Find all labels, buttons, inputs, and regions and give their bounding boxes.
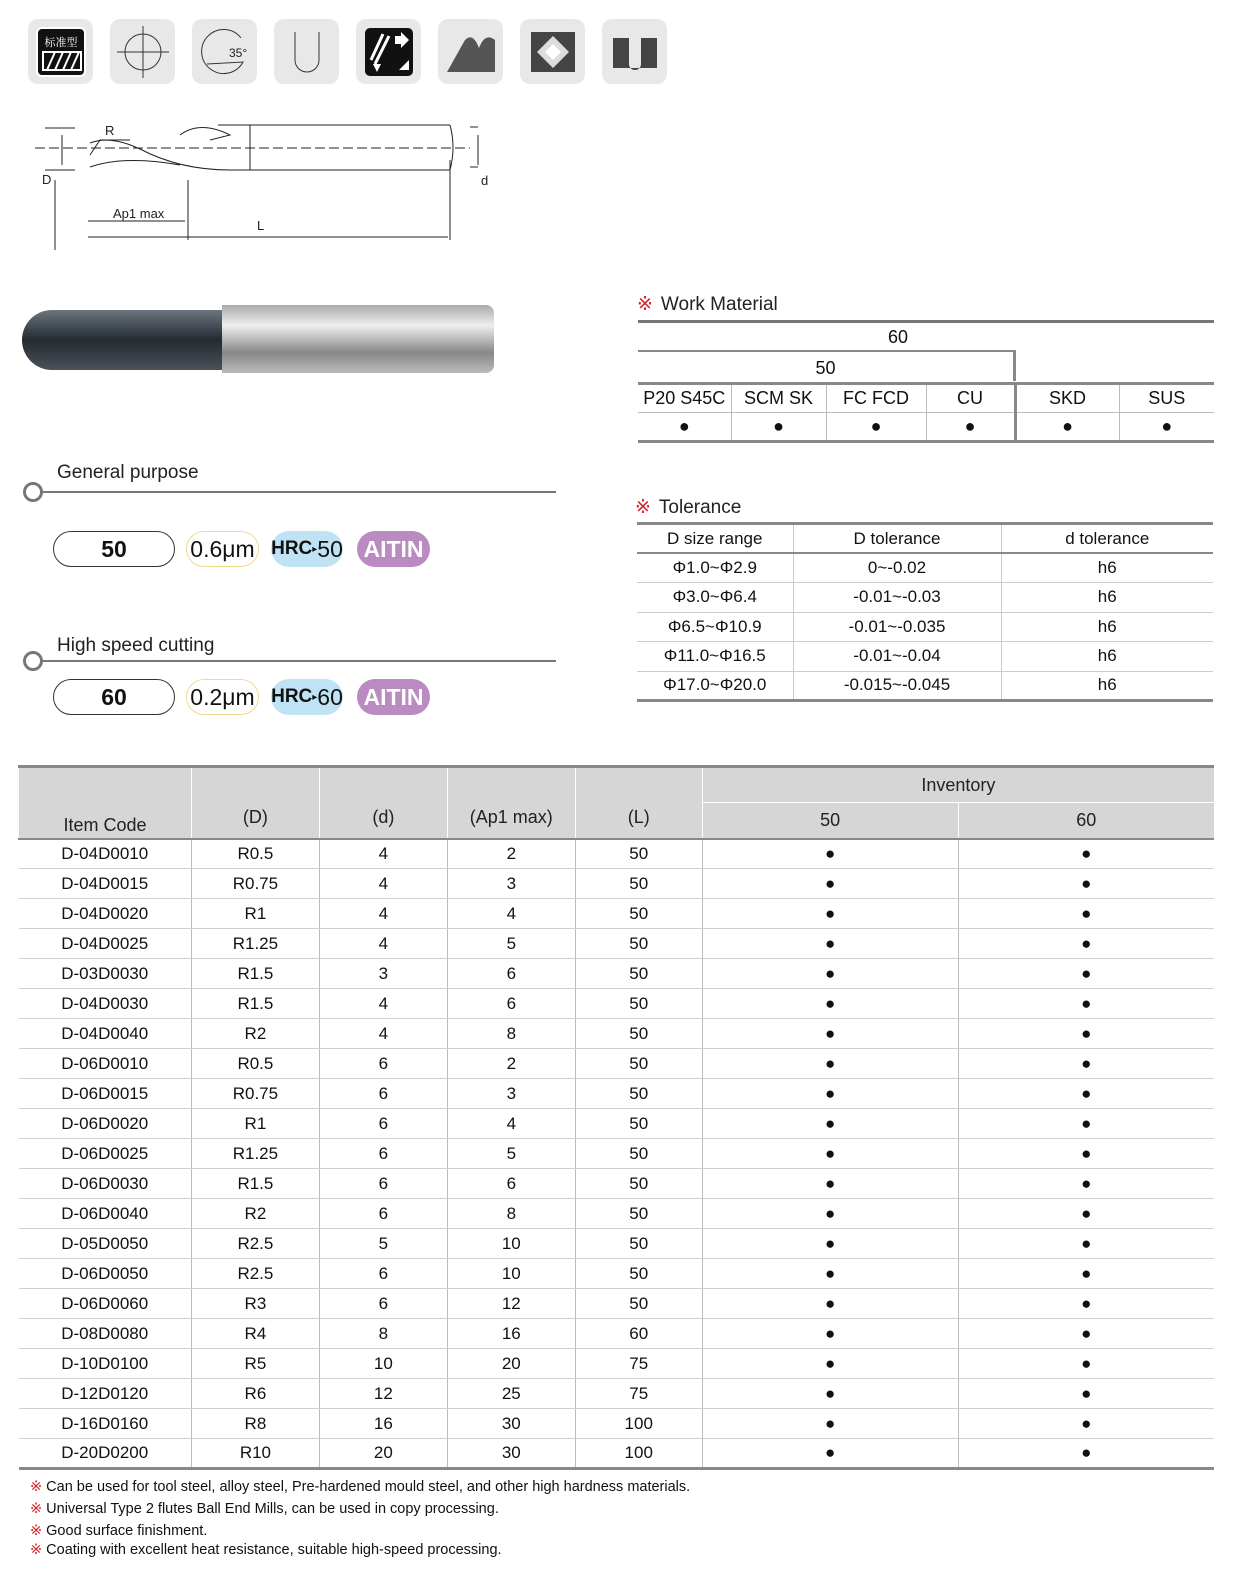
hrc-badge: HRC ▸ 50: [271, 531, 343, 567]
table-row: [19, 1169, 1215, 1199]
table-cell: 4: [319, 839, 447, 869]
table-cell: 6: [319, 1169, 447, 1199]
table-cell: R0.5: [191, 1049, 319, 1079]
table-cell: 8: [319, 1319, 447, 1349]
hrc-value: 60: [317, 683, 343, 710]
tolerance-cell: Φ11.0~Φ16.5: [637, 642, 793, 672]
stock-mark: ●: [958, 1439, 1214, 1469]
note-item: [30, 1542, 502, 1558]
tolerance-title: [635, 496, 741, 519]
stock-mark: ●: [702, 1169, 958, 1199]
table-cell: R2: [191, 1019, 319, 1049]
tolerance-row: [637, 612, 1213, 642]
table-cell: D-06D0030: [19, 1169, 192, 1199]
tolerance-cell: h6: [1001, 612, 1213, 642]
table-row: [19, 1049, 1215, 1079]
roughness-pill: 0.2μm: [186, 679, 259, 715]
table-cell: 4: [447, 899, 575, 929]
group-50-label: 50: [638, 350, 1016, 381]
stock-mark: ●: [702, 899, 958, 929]
stock-mark: ●: [958, 1229, 1214, 1259]
table-cell: D-04D0030: [19, 989, 192, 1019]
stock-mark: ●: [958, 1139, 1214, 1169]
table-cell: D-04D0010: [19, 839, 192, 869]
note-item: [30, 1501, 499, 1517]
tolerance-cell: h6: [1001, 553, 1213, 583]
stock-mark: ●: [702, 989, 958, 1019]
hardness-pill: 60: [53, 679, 175, 715]
tolerance-cell: -0.01~-0.04: [793, 642, 1001, 672]
table-cell: 50: [575, 1259, 702, 1289]
table-row: [19, 1289, 1215, 1319]
table-cell: R1: [191, 899, 319, 929]
table-cell: 50: [575, 869, 702, 899]
table-cell: 100: [575, 1409, 702, 1439]
suitability-mark: ●: [678, 416, 690, 436]
table-cell: 50: [575, 1079, 702, 1109]
tolerance-cell: -0.01~-0.035: [793, 612, 1001, 642]
stock-mark: ●: [958, 869, 1214, 899]
table-cell: 12: [319, 1379, 447, 1409]
end-mill-photo: [22, 305, 494, 375]
table-cell: 3: [319, 959, 447, 989]
reference-mark-icon: ※: [30, 1523, 43, 1539]
stock-mark: ●: [702, 869, 958, 899]
table-cell: 30: [447, 1439, 575, 1469]
material-column-header: CU: [926, 384, 1015, 413]
table-cell: 20: [319, 1439, 447, 1469]
table-cell: D-16D0160: [19, 1409, 192, 1439]
two-flute-icon: [110, 19, 175, 84]
stock-mark: ●: [702, 839, 958, 869]
table-cell: 8: [447, 1019, 575, 1049]
stock-mark: ●: [702, 1079, 958, 1109]
table-row: [19, 869, 1215, 899]
table-cell: 6: [447, 959, 575, 989]
table-row: [19, 839, 1215, 869]
tolerance-table: [637, 522, 1213, 702]
table-cell: R2.5: [191, 1229, 319, 1259]
table-cell: 6: [319, 1199, 447, 1229]
table-cell: D-04D0020: [19, 899, 192, 929]
stock-mark: ●: [702, 1289, 958, 1319]
tolerance-cell: h6: [1001, 671, 1213, 701]
table-cell: D-06D0020: [19, 1109, 192, 1139]
multi-direction-icon: [356, 19, 421, 84]
table-cell: 6: [319, 1079, 447, 1109]
tolerance-column-header: D size range: [637, 524, 793, 554]
table-cell: 4: [319, 1019, 447, 1049]
tolerance-row: [637, 642, 1213, 672]
stock-mark: ●: [958, 1079, 1214, 1109]
stock-mark: ●: [958, 839, 1214, 869]
table-cell: R4: [191, 1319, 319, 1349]
tolerance-cell: Φ1.0~Φ2.9: [637, 553, 793, 583]
suitability-mark: ●: [1119, 413, 1214, 442]
table-cell: 3: [447, 1079, 575, 1109]
table-cell: 50: [575, 1049, 702, 1079]
reference-mark-icon: ※: [30, 1501, 43, 1517]
work-material-table: [638, 382, 1214, 443]
hrc-value: 50: [317, 535, 343, 562]
ball-nose-icon: [274, 19, 339, 84]
tolerance-cell: h6: [1001, 583, 1213, 613]
table-cell: 2: [447, 1049, 575, 1079]
table-cell: R2.5: [191, 1259, 319, 1289]
tolerance-column-header: d tolerance: [1001, 524, 1213, 554]
product-table: [18, 765, 1214, 1470]
table-cell: 2: [447, 839, 575, 869]
suitability-mark: ●: [731, 413, 826, 442]
table-cell: 50: [575, 1199, 702, 1229]
stock-mark: ●: [958, 1169, 1214, 1199]
table-row: [19, 1199, 1215, 1229]
table-cell: 4: [319, 929, 447, 959]
table-cell: 6: [319, 1289, 447, 1319]
stock-mark: ●: [702, 1409, 958, 1439]
high-speed-title: High speed cutting: [57, 635, 215, 656]
tolerance-cell: h6: [1001, 642, 1213, 672]
table-cell: 4: [319, 899, 447, 929]
hardness-pill: 50: [53, 531, 175, 567]
table-cell: 50: [575, 1109, 702, 1139]
material-column-header: SCM SK: [731, 384, 826, 413]
table-cell: 16: [447, 1319, 575, 1349]
stock-mark: ●: [702, 1319, 958, 1349]
stock-mark: ●: [958, 1199, 1214, 1229]
table-cell: 6: [447, 1169, 575, 1199]
table-cell: D-06D0010: [19, 1049, 192, 1079]
table-cell: 75: [575, 1349, 702, 1379]
table-cell: 50: [575, 1139, 702, 1169]
circle-marker-icon: [23, 651, 43, 671]
table-cell: R0.75: [191, 1079, 319, 1109]
reference-mark-icon: ※: [30, 1479, 43, 1495]
stock-mark: ●: [702, 929, 958, 959]
table-cell: R1.5: [191, 989, 319, 1019]
stock-mark: ●: [702, 1049, 958, 1079]
table-cell: 6: [319, 1139, 447, 1169]
table-row: [19, 1109, 1215, 1139]
table-cell: 3: [447, 869, 575, 899]
tolerance-column-header: D tolerance: [793, 524, 1001, 554]
length-label: L: [257, 218, 265, 233]
stock-mark: ●: [958, 1109, 1214, 1139]
stock-mark: ●: [958, 929, 1214, 959]
note-item: [30, 1523, 207, 1539]
table-cell: 50: [575, 1169, 702, 1199]
table-cell: R1: [191, 1109, 319, 1139]
stock-mark: ●: [958, 1259, 1214, 1289]
material-column-header: SKD: [1015, 384, 1119, 413]
table-row: [19, 899, 1215, 929]
table-row: [19, 1439, 1215, 1469]
table-cell: 4: [447, 1109, 575, 1139]
table-row: [19, 989, 1215, 1019]
table-cell: 10: [447, 1259, 575, 1289]
table-cell: 16: [319, 1409, 447, 1439]
table-cell: R1.5: [191, 1169, 319, 1199]
stock-mark: ●: [702, 1019, 958, 1049]
table-cell: D-06D0050: [19, 1259, 192, 1289]
group-60-label: 60: [887, 327, 909, 347]
suitability-mark: ●: [826, 413, 926, 442]
reference-mark-icon: ※: [637, 294, 653, 315]
reference-mark-icon: ※: [635, 497, 651, 518]
tolerance-cell: 0~-0.02: [793, 553, 1001, 583]
table-cell: 25: [447, 1379, 575, 1409]
stock-mark: ●: [958, 1019, 1214, 1049]
table-cell: 5: [447, 929, 575, 959]
work-material-label: Work Material: [660, 294, 778, 315]
standard-type-icon: [28, 19, 93, 84]
table-cell: 20: [447, 1349, 575, 1379]
hrc-label: HRC: [271, 686, 313, 707]
table-cell: D-06D0025: [19, 1139, 192, 1169]
material-marks-row: [638, 413, 1214, 442]
table-cell: 4: [319, 869, 447, 899]
table-cell: 50: [575, 1289, 702, 1319]
table-cell: 6: [447, 989, 575, 1019]
table-cell: 50: [575, 839, 702, 869]
stock-mark: ●: [958, 1409, 1214, 1439]
material-header-row: [638, 384, 1214, 413]
tolerance-label: Tolerance: [658, 497, 742, 518]
note-text: Universal Type 2 flutes Ball End Mills, can be used in copy processing.: [46, 1501, 499, 1517]
stock-mark: ●: [702, 959, 958, 989]
table-cell: 50: [575, 959, 702, 989]
suitability-mark: ●: [926, 413, 1015, 442]
standard-type-label: 标准型: [44, 35, 77, 49]
stock-mark: ●: [958, 1379, 1214, 1409]
table-cell: R0.75: [191, 869, 319, 899]
table-cell: 6: [319, 1109, 447, 1139]
tolerance-header-row: [637, 524, 1213, 554]
stock-mark: ●: [958, 989, 1214, 1019]
table-cell: 5: [447, 1139, 575, 1169]
hrc-badge: HRC ▸ 60: [271, 679, 343, 715]
table-row: [19, 1349, 1215, 1379]
general-purpose-title: General purpose: [57, 462, 199, 483]
stock-mark: ●: [702, 1259, 958, 1289]
table-cell: R3: [191, 1289, 319, 1319]
table-cell: R5: [191, 1349, 319, 1379]
table-cell: D-06D0040: [19, 1199, 192, 1229]
stock-mark: ●: [702, 1139, 958, 1169]
table-cell: 4: [319, 989, 447, 1019]
table-cell: D-05D0050: [19, 1229, 192, 1259]
table-cell: R10: [191, 1439, 319, 1469]
table-cell: 50: [575, 1019, 702, 1049]
table-cell: R1.25: [191, 929, 319, 959]
material-column-header: P20 S45C: [638, 384, 731, 413]
inventory-column-header: 60: [958, 803, 1214, 839]
stock-mark: ●: [958, 1319, 1214, 1349]
column-header: Item Code: [19, 767, 192, 839]
material-column-header: FC FCD: [826, 384, 926, 413]
inventory-column-header: 50: [702, 803, 958, 839]
stock-mark: ●: [702, 1379, 958, 1409]
table-row: [19, 1019, 1215, 1049]
helix-35-icon: [192, 19, 257, 84]
table-cell: D-03D0030: [19, 959, 192, 989]
coating-badge: AITIN: [357, 531, 430, 567]
hrc-label: HRC: [271, 538, 313, 559]
stock-mark: ●: [958, 1349, 1214, 1379]
diamond-pocket-icon: [520, 19, 585, 84]
table-cell: 50: [575, 929, 702, 959]
tolerance-cell: Φ17.0~Φ20.0: [637, 671, 793, 701]
stock-mark: ●: [958, 1049, 1214, 1079]
note-text: Can be used for tool steel, alloy steel, Pre-hardened mould steel, and other high hardness materials.: [46, 1479, 691, 1495]
table-cell: 10: [447, 1229, 575, 1259]
roughness-pill: 0.6μm: [186, 531, 259, 567]
table-cell: D-12D0120: [19, 1379, 192, 1409]
table-cell: 5: [319, 1229, 447, 1259]
table-cell: 6: [319, 1259, 447, 1289]
table-row: [19, 1319, 1215, 1349]
column-header: (Ap1 max): [447, 767, 575, 839]
stock-mark: ●: [702, 1439, 958, 1469]
table-cell: 6: [319, 1049, 447, 1079]
inventory-header: Inventory: [702, 767, 1214, 803]
note-text: Coating with excellent heat resistance, suitable high-speed processing.: [46, 1542, 502, 1558]
table-cell: 50: [575, 989, 702, 1019]
table-cell: D-08D0080: [19, 1319, 192, 1349]
tolerance-cell: Φ3.0~Φ6.4: [637, 583, 793, 613]
note-item: [30, 1479, 690, 1495]
table-row: [19, 929, 1215, 959]
table-cell: 75: [575, 1379, 702, 1409]
table-cell: R0.5: [191, 839, 319, 869]
table-cell: R2: [191, 1199, 319, 1229]
helix-angle-label: 35°: [228, 45, 247, 60]
tolerance-cell: -0.01~-0.03: [793, 583, 1001, 613]
table-cell: D-10D0100: [19, 1349, 192, 1379]
table-cell: D-04D0025: [19, 929, 192, 959]
end-mill-drawing: [30, 115, 500, 255]
table-cell: R1.25: [191, 1139, 319, 1169]
stock-mark: ●: [958, 899, 1214, 929]
table-cell: R1.5: [191, 959, 319, 989]
material-column-header: SUS: [1119, 384, 1214, 413]
reference-mark-icon: ※: [30, 1542, 43, 1558]
table-cell: D-04D0015: [19, 869, 192, 899]
column-header: (L): [575, 767, 702, 839]
table-row: [19, 959, 1215, 989]
table-row: [19, 1259, 1215, 1289]
table-row: [19, 1379, 1215, 1409]
tolerance-row: [637, 671, 1213, 701]
stock-mark: ●: [702, 1229, 958, 1259]
contour-surface-icon: [438, 19, 503, 84]
stock-mark: ●: [702, 1349, 958, 1379]
table-cell: 50: [575, 899, 702, 929]
stock-mark: ●: [702, 1109, 958, 1139]
column-header: (D): [191, 767, 319, 839]
table-cell: 60: [575, 1319, 702, 1349]
table-cell: 10: [319, 1349, 447, 1379]
tolerance-row: [637, 553, 1213, 583]
suitability-mark: ●: [1015, 413, 1119, 442]
table-row: [19, 1079, 1215, 1109]
d-shank-label: d: [481, 173, 489, 188]
table-cell: 8: [447, 1199, 575, 1229]
coating-badge: AITIN: [357, 679, 430, 715]
stock-mark: ●: [958, 959, 1214, 989]
table-cell: D-04D0040: [19, 1019, 192, 1049]
r-label: R: [105, 123, 115, 138]
tolerance-row: [637, 583, 1213, 613]
table-row: [19, 1229, 1215, 1259]
table-cell: D-06D0060: [19, 1289, 192, 1319]
table-cell: 50: [575, 1229, 702, 1259]
table-cell: D-06D0015: [19, 1079, 192, 1109]
table-cell: R6: [191, 1379, 319, 1409]
slot-icon: [602, 19, 667, 84]
table-cell: 12: [447, 1289, 575, 1319]
table-header-row: [19, 767, 1215, 803]
note-text: Good surface finishment.: [46, 1523, 208, 1539]
ap-label: Ap1 max: [113, 206, 165, 221]
table-row: [19, 1409, 1215, 1439]
column-header: (d): [319, 767, 447, 839]
work-material-title: [637, 293, 778, 316]
stock-mark: ●: [958, 1289, 1214, 1319]
table-row: [19, 1139, 1215, 1169]
tolerance-cell: Φ6.5~Φ10.9: [637, 612, 793, 642]
tolerance-cell: -0.015~-0.045: [793, 671, 1001, 701]
stock-mark: ●: [702, 1199, 958, 1229]
circle-marker-icon: [23, 482, 43, 502]
table-cell: D-20D0200: [19, 1439, 192, 1469]
table-cell: R8: [191, 1409, 319, 1439]
table-cell: 100: [575, 1439, 702, 1469]
d-major-label: D: [42, 172, 52, 187]
table-cell: 30: [447, 1409, 575, 1439]
